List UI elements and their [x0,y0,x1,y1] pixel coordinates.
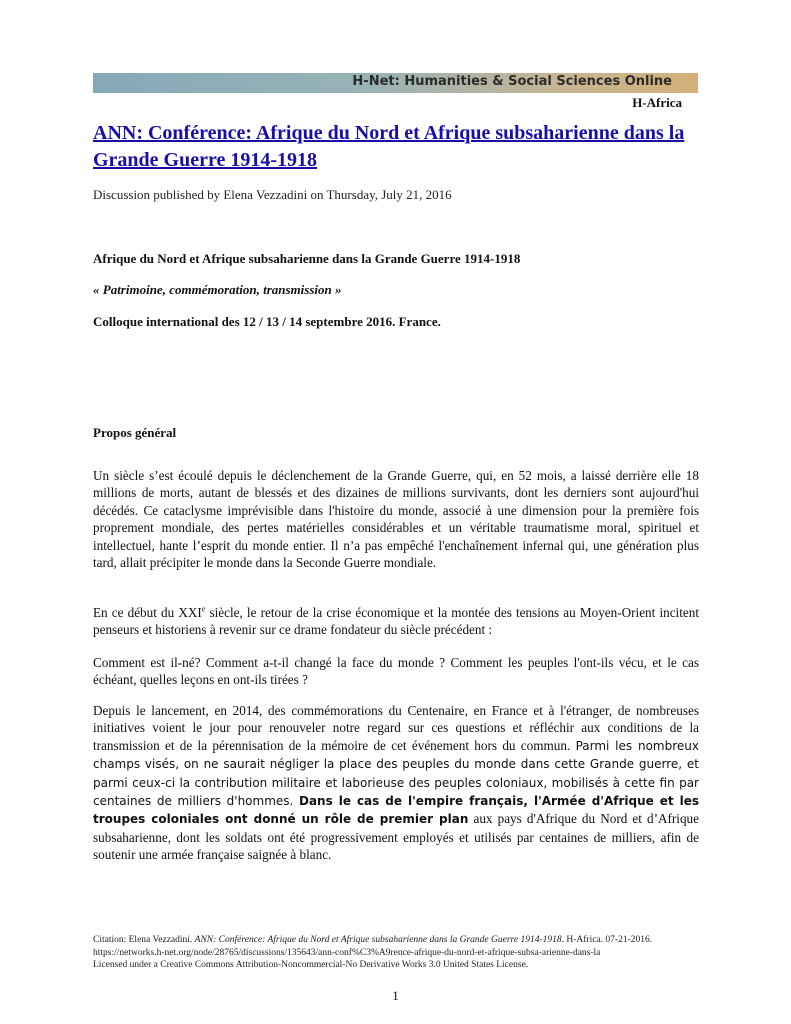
paragraph-2-start: En ce début du XXI [93,605,202,620]
hnet-banner [93,73,698,93]
citation-footer [93,934,703,972]
paragraph-2-end: siècle, le retour de la crise économique et la montée des tensions au Moyen-Orient incitent penseurs et historiens à revenir sur ce drame fondateur du siècle précédent : [93,605,699,638]
citation-suffix: . H-Africa. 07-21-2016. https://networks.h-net.org/node/28765/discussions/135643/ann-conf%C3%A9rence-afrique-du-nord-et-afrique-subsa-arienne-dans-la [93,935,653,958]
paragraph-1: Un siècle s’est écoulé depuis le déclenchement de la Grande Guerre, qui, en 52 mois, a laissé derrière elle 18 millions de morts, autant de blessés et des dizaines de millions survivants, dont les derniers sont aujourd'hui décédés. Ce cataclysme imprévisible dans l'histoire du monde, associé à une dimension pour la première fois proprement mondiale, des pertes matérielles considérables et un véritable traumatisme moral, spirituel et intellectuel, hante l’esprit du monde entier. Il n’a pas empêché l'enchaînement infernal qui, une génération plus tard, allait précipiter le monde dans la Seconde Guerre mondiale. [93,468,699,571]
paragraph-2 [93,604,699,639]
event-heading: Afrique du Nord et Afrique subsaharienne dans la Grande Guerre 1914-1918 [93,251,521,266]
network-name: H-Africa [632,95,682,110]
paragraph-4 [93,702,699,864]
paragraph-2-superscript: e [201,604,206,614]
paragraph-3: Comment est il-né? Comment a-t-il changé la face du monde ? Comment les peuples l'ont-ils vécu, et le cas échéant, quelles leçons en ont-ils tirées ? [93,655,699,688]
event-dates: Colloque international des 12 / 13 / 14 septembre 2016. France. [93,314,441,329]
paragraph-4-part-c: aux pays d'Afrique du Nord et d’Afrique subsaharienne, dont les soldats ont été progressivement employés et utilisés par centaines de milliers, afin de soutenir une armée française saignée à blanc. [93,811,699,863]
banner-title: H-Net: Humanities & Social Sciences Online [352,74,672,89]
section-heading: Propos général [93,425,177,440]
paragraph-4-part-b: Parmi les nombreux champs visés, on ne saurait négliger la place des peuples du monde dans cette Grande guerre, et parmi ceux-ci la contribution militaire et laborieuse des peuples coloniaux, mobilisés à cette fin par centaines de milliers d'hommes. [93,738,699,809]
byline: Discussion published by Elena Vezzadini on Thursday, July 21, 2016 [93,187,452,202]
citation-title: ANN: Conférence: Afrique du Nord et Afrique subsaharienne dans la Grande Guerre 1914-1918 [194,935,562,945]
event-subtitle: « Patrimoine, commémoration, transmission » [93,282,342,297]
paragraph-4-emphasis: Dans le cas de l'empire français, l'Armée d'Afrique et les troupes coloniales ont donné un rôle de premier plan [93,794,699,827]
page-number: 1 [392,988,399,1003]
paragraph-4-part-a: Depuis le lancement, en 2014, des commémorations du Centenaire, en France et à l'étranger, de nombreuses initiatives voient le jour pour renouveler notre regard sur ces questions et réfléchir aux conditions de la transmission et de la pérennisation de la mémoire de cet événement hors du commun. [93,703,699,753]
citation [93,934,703,959]
license-text: Licensed under a Creative Commons Attribution-Noncommercial-No Derivative Works 3.0 United States License. [93,960,529,970]
citation-prefix: Citation: Elena Vezzadini. [93,935,195,945]
page-title[interactable]: ANN: Conférence: Afrique du Nord et Afrique subsaharienne dans la Grande Guerre 1914-1918 [93,122,685,171]
